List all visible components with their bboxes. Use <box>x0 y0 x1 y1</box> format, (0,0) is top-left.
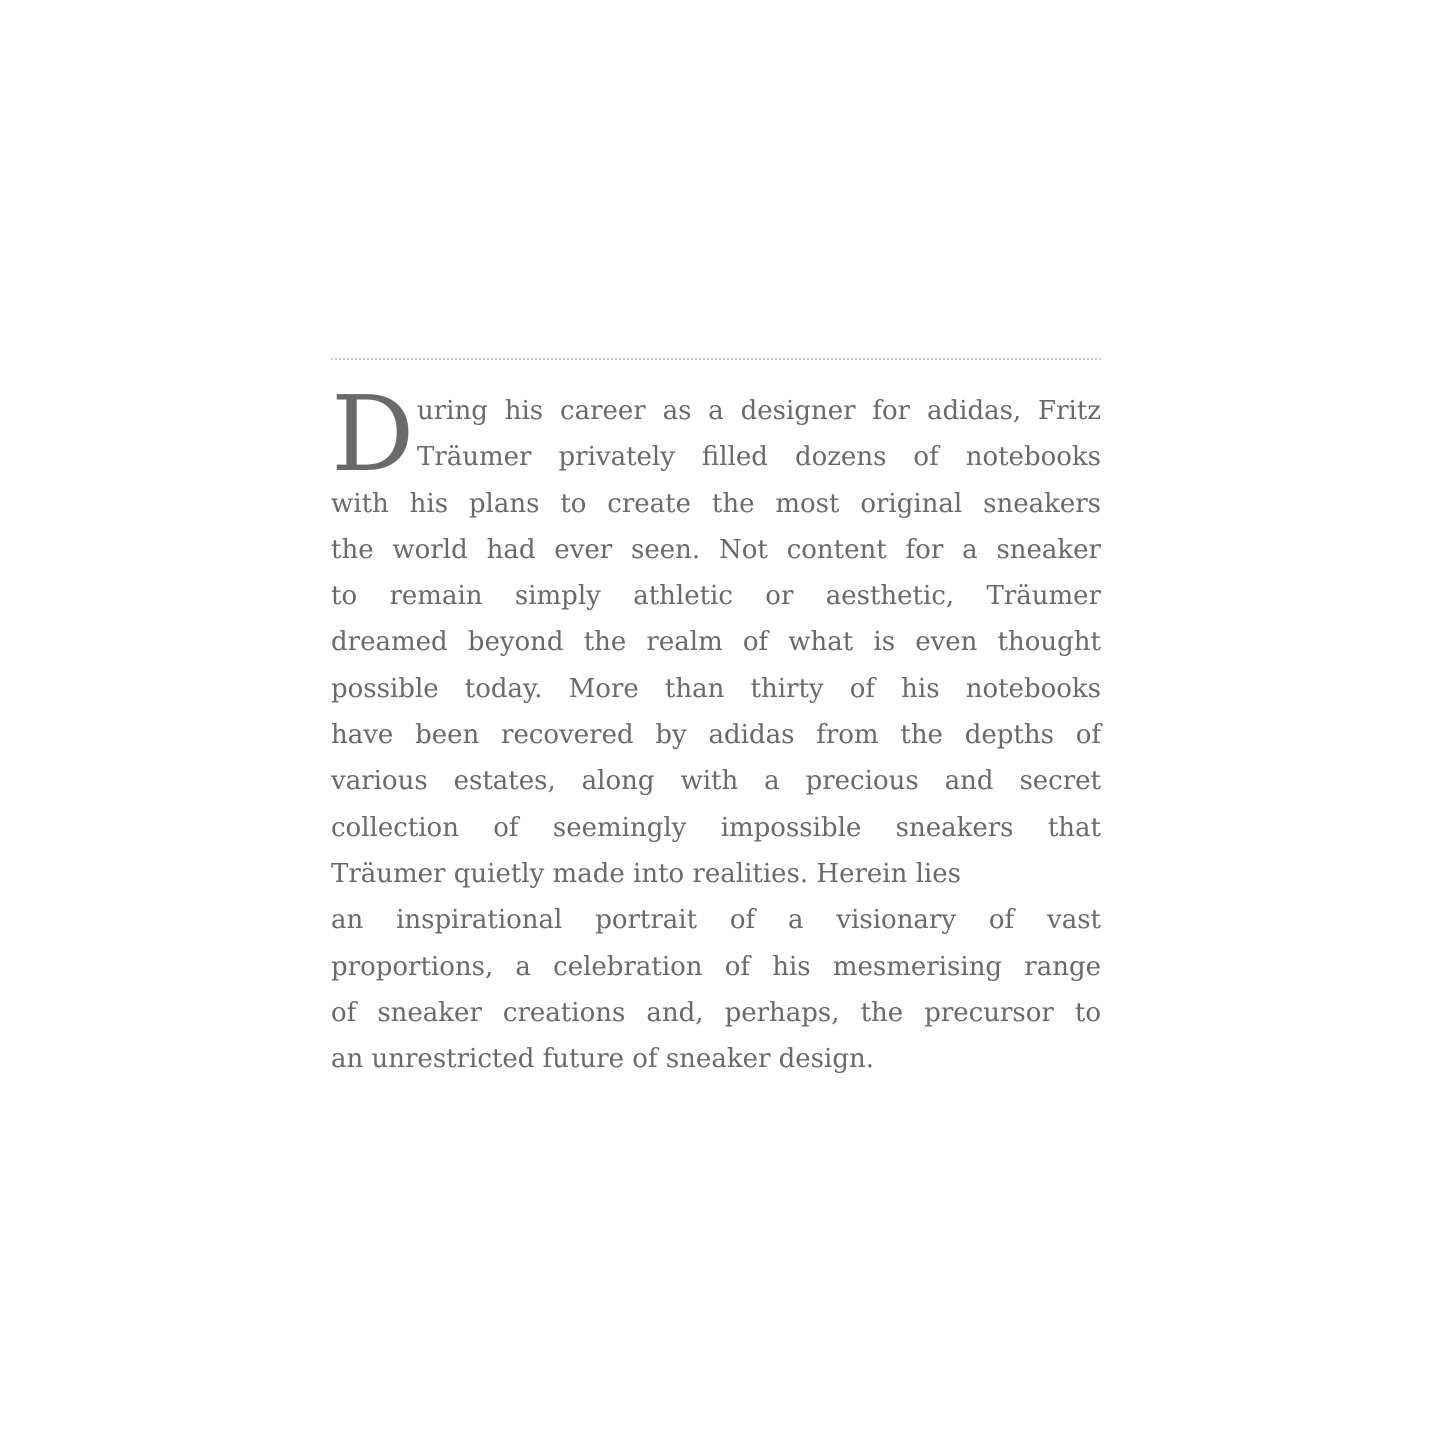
text-line-8: have been recovered by adidas from the depths of <box>331 720 1101 751</box>
dotted-divider <box>331 358 1101 360</box>
text-line-7: possible today. More than thirty of his notebooks <box>331 673 1101 704</box>
text-line-4: the world had ever seen. Not content for a sneaker <box>331 534 1101 565</box>
text-line-12: an inspirational portrait of a visionary of vast <box>331 905 1101 936</box>
dropcap-region <box>331 373 1101 495</box>
drop-cap: D <box>331 373 415 495</box>
text-line-11: Träumer quietly made into realities. Herein lies <box>331 858 961 889</box>
article-text-block <box>331 358 1101 1082</box>
text-line-13: proportions, a celebration of his mesmerising range <box>331 951 1101 982</box>
text-line-5: to remain simply athletic or aesthetic, Träumer <box>331 581 1101 612</box>
text-line-6: dreamed beyond the realm of what is even thought <box>331 627 1101 658</box>
article-body <box>331 373 1101 1082</box>
text-line-15: an unrestricted future of sneaker design. <box>331 1044 874 1075</box>
text-line-1: uring his career as a designer for adidas, Fritz <box>417 396 1101 426</box>
text-line-14: of sneaker creations and, perhaps, the precursor to <box>331 997 1101 1028</box>
text-line-3: with his plans to create the most original sneakers <box>331 488 1101 519</box>
text-line-9: various estates, along with a precious and secret <box>331 766 1101 797</box>
text-line-2: Träumer privately filled dozens of notebooks <box>417 442 1101 473</box>
text-line-10: collection of seemingly impossible sneakers that <box>331 812 1101 843</box>
